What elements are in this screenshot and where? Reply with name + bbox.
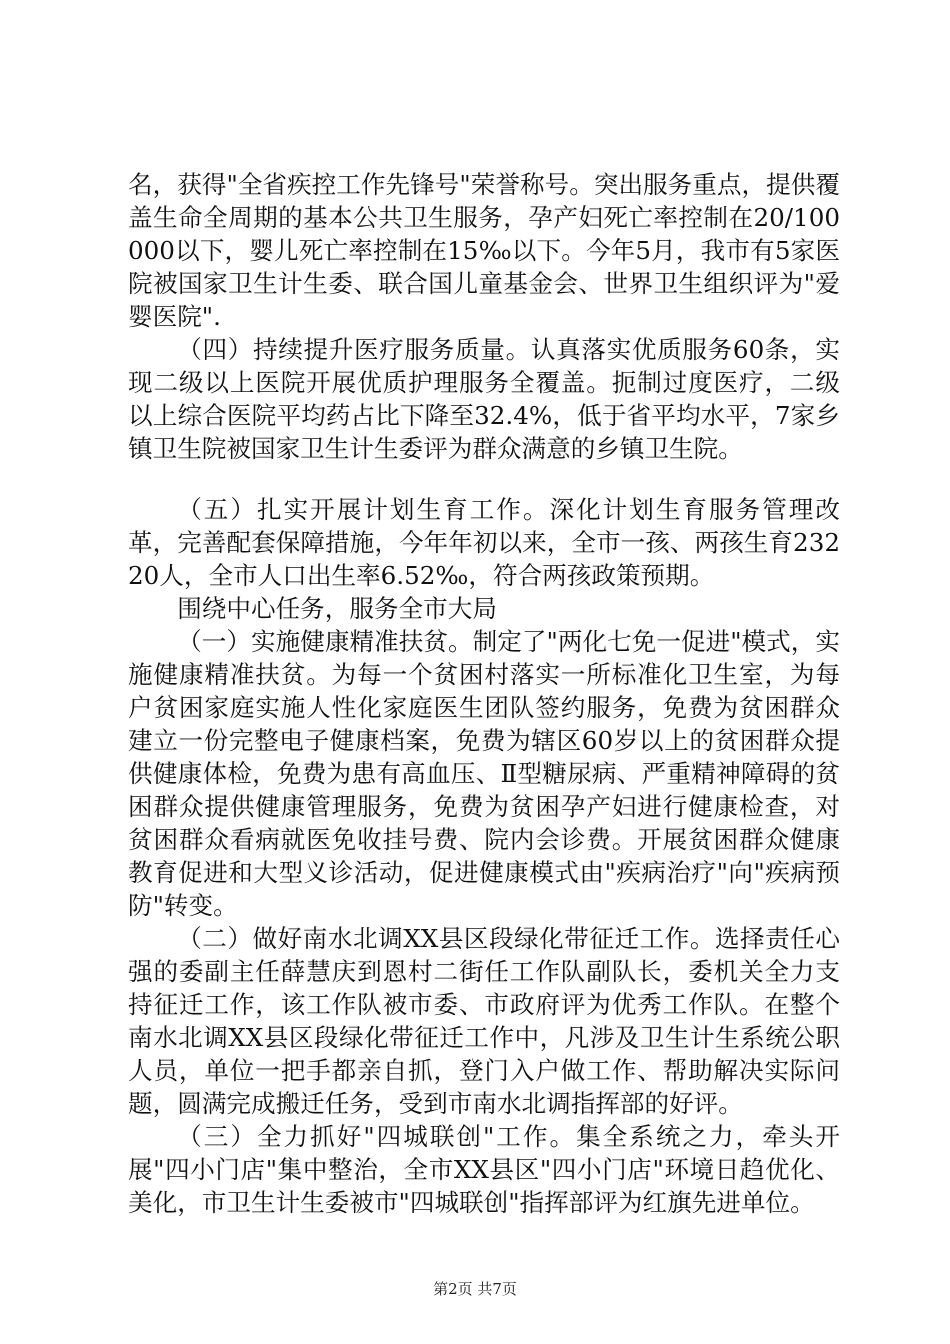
paragraph-section-5: （五）扎实开展计划生育工作。深化计划生育服务管理改革，完善配套保障措施，今年年初以来，全市一孩、两孩生育23220人，全市人口出生率6.52‰，符合两孩政策预期。 (128, 495, 840, 590)
page-number-footer: 第2页 共7页 (433, 1280, 517, 1298)
paragraph-section-4: （四）持续提升医疗服务质量。认真落实优质服务60条，实现二级以上医院开展优质护理服务全覆盖。扼制过度医疗，二级以上综合医院平均药占比下降至32.4%，低于省平均水平，7家乡镇卫生院被国家卫生计生委评为群众满意的乡镇卫生院。 (128, 335, 840, 463)
paragraph-gap (128, 465, 840, 493)
paragraph-task-2: （二）做好南水北调XX县区段绿化带征迁工作。选择责任心强的委副主任薛慧庆到恩村二街任工作队副队长，委机关全力支持征迁工作，该工作队被市委、市政府评为优秀工作队。在整个南水北调XX县区段绿化带征迁工作中，凡涉及卫生计生系统公职人员，单位一把手都亲自抓，登门入户做工作、帮助解决实际问题，圆满完成搬迁任务，受到市南水北调指挥部的好评。 (128, 924, 840, 1118)
paragraph-task-1: （一）实施健康精准扶贫。制定了"两化七免一促进"模式，实施健康精准扶贫。为每一个贫困村落实一所标准化卫生室，为每户贫困家庭实施人性化家庭医生团队签约服务，免费为贫困群众建立一份完整电子健康档案，免费为辖区60岁以上的贫困群众提供健康体检，免费为患有高血压、Ⅱ型糖尿病、严重精神障碍的贫困群众提供健康管理服务，免费为贫困孕产妇进行健康检查，对贫困群众看病就医免收挂号费、院内会诊费。开展贫困群众健康教育促进和大型义诊活动，促进健康模式由"疾病治疗"向"疾病预防"转变。 (128, 627, 840, 920)
paragraph-continuation: 名，获得"全省疾控工作先锋号"荣誉称号。突出服务重点，提供覆盖生命全周期的基本公共卫生服务，孕产妇死亡率控制在20/100000以下，婴儿死亡率控制在15‰以下。今年5月，我市有5家医院被国家卫生计生委、联合国儿童基金会、世界卫生组织评为"爱婴医院". (128, 170, 840, 331)
section-heading: 围绕中心任务，服务全市大局 (177, 594, 497, 623)
document-body (128, 168, 840, 1219)
paragraph-task-3: （三）全力抓好"四城联创"工作。集全系统之力，牵头开展"四小门店"集中整治，全市XX县区"四小门店"环境日趋优化、美化，市卫生计生委被市"四城联创"指挥部评为红旗先进单位。 (128, 1122, 840, 1217)
